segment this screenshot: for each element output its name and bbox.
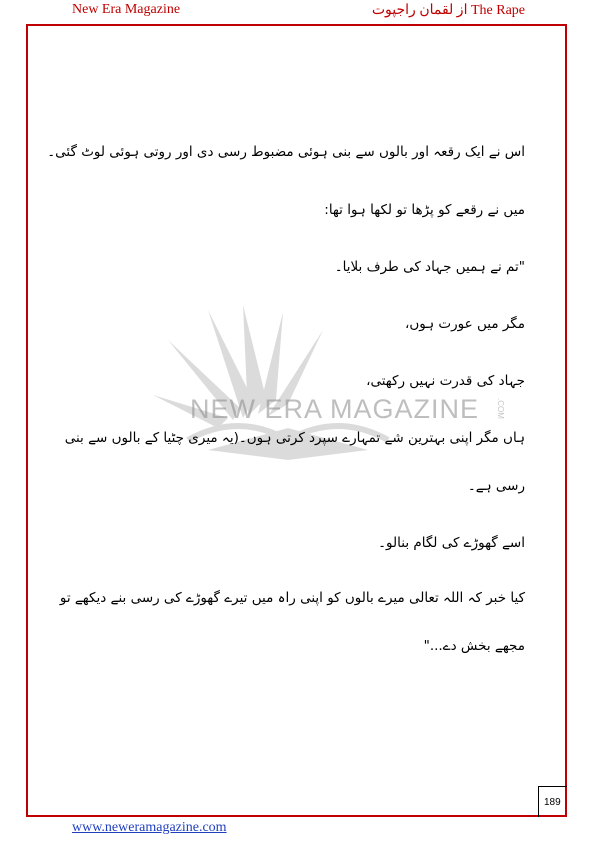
text-line-5: جہاد کی قدرت نہیں رکھتی، bbox=[366, 373, 525, 389]
text-line-2: میں نے رقعے کو پڑھا تو لکھا ہوا تھا: bbox=[324, 202, 525, 218]
page-number: 189 bbox=[544, 797, 561, 808]
header-magazine-title: New Era Magazine bbox=[72, 2, 181, 17]
footer-website-link[interactable]: www.neweramagazine.com bbox=[72, 820, 227, 835]
text-line-10: مجھے بخش دے..." bbox=[423, 638, 525, 654]
text-line-8: اسے گھوڑے کی لگام بنالو۔ bbox=[378, 535, 525, 551]
text-line-3: "تم نے ہمیں جہاد کی طرف بلایا۔ bbox=[334, 259, 525, 275]
text-line-9: کیا خبر کہ اللہ تعالی میرے بالوں کو اپنی راہ میں تیرے گھوڑے کی رسی بنے دیکھے تو bbox=[59, 590, 525, 606]
text-line-1: اس نے ایک رقعہ اور بالوں سے بنی ہوئی مضبوط رسی دی اور روتی ہوئی لوٹ گئی۔ bbox=[47, 144, 525, 160]
watermark-text: NEW ERA MAGAZINE bbox=[190, 394, 480, 424]
header-story-title: The Rape از لقمان راجپوت bbox=[371, 3, 525, 18]
watermark-suffix: .COM bbox=[496, 398, 505, 419]
text-line-4: مگر میں عورت ہوں، bbox=[404, 316, 525, 332]
text-line-7: رسی ہے۔ bbox=[467, 478, 525, 494]
text-line-6: ہاں مگر اپنی بہترین شے تمہارے سپرد کرتی ہوں۔(یہ میری چٹیا کے بالوں سے بنی bbox=[64, 430, 525, 446]
